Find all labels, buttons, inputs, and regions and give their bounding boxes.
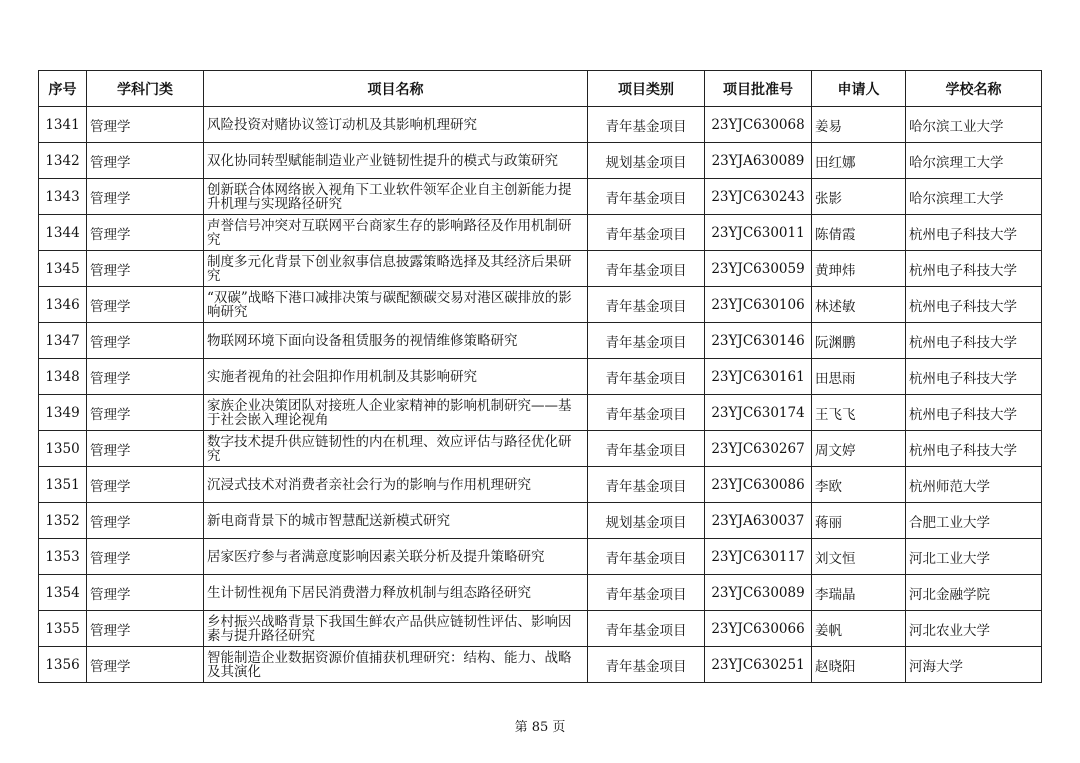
table-row [39, 179, 1042, 215]
serial-number-cell: 1348 [39, 359, 87, 395]
project-title-cell: 生计韧性视角下居民消费潜力释放机制与组态路径研究 [204, 575, 588, 611]
approval-number-cell: 23YJC630066 [705, 611, 812, 647]
school-cell: 合肥工业大学 [906, 503, 1042, 539]
applicant-cell: 王飞飞 [812, 395, 906, 431]
school-cell: 杭州电子科技大学 [906, 287, 1042, 323]
category-cell: 青年基金项目 [588, 611, 705, 647]
approval-number-cell: 23YJC630011 [705, 215, 812, 251]
project-title-cell: 家族企业决策团队对接班人企业家精神的影响机制研究——基于社会嵌入理论视角 [204, 395, 588, 431]
header-cell: 学科门类 [87, 71, 204, 107]
project-title-cell: 数字技术提升供应链韧性的内在机理、效应评估与路径优化研究 [204, 431, 588, 467]
header-cell: 申请人 [812, 71, 906, 107]
category-cell: 规划基金项目 [588, 503, 705, 539]
category-cell: 青年基金项目 [588, 395, 705, 431]
table-row [39, 323, 1042, 359]
discipline-cell: 管理学 [87, 647, 204, 683]
school-cell: 河海大学 [906, 647, 1042, 683]
serial-number-cell: 1351 [39, 467, 87, 503]
serial-number-cell: 1347 [39, 323, 87, 359]
table-row [39, 107, 1042, 143]
project-title-cell: “双碳”战略下港口减排决策与碳配额碳交易对港区碳排放的影响研究 [204, 287, 588, 323]
applicant-cell: 刘文恒 [812, 539, 906, 575]
table-row [39, 611, 1042, 647]
approval-number-cell: 23YJC630068 [705, 107, 812, 143]
applicant-cell: 黄珅炜 [812, 251, 906, 287]
discipline-cell: 管理学 [87, 575, 204, 611]
applicant-cell: 姜帆 [812, 611, 906, 647]
serial-number-cell: 1345 [39, 251, 87, 287]
category-cell: 青年基金项目 [588, 539, 705, 575]
approval-number-cell: 23YJC630251 [705, 647, 812, 683]
school-cell: 杭州电子科技大学 [906, 215, 1042, 251]
table-row [39, 287, 1042, 323]
serial-number-cell: 1342 [39, 143, 87, 179]
category-cell: 青年基金项目 [588, 575, 705, 611]
applicant-cell: 林述敏 [812, 287, 906, 323]
category-cell: 青年基金项目 [588, 431, 705, 467]
school-cell: 河北金融学院 [906, 575, 1042, 611]
table-row [39, 431, 1042, 467]
category-cell: 规划基金项目 [588, 143, 705, 179]
serial-number-cell: 1349 [39, 395, 87, 431]
project-title-cell: 物联网环境下面向设备租赁服务的视情维修策略研究 [204, 323, 588, 359]
approval-number-cell: 23YJC630161 [705, 359, 812, 395]
applicant-cell: 周文婷 [812, 431, 906, 467]
table-row [39, 359, 1042, 395]
category-cell: 青年基金项目 [588, 179, 705, 215]
serial-number-cell: 1350 [39, 431, 87, 467]
school-cell: 杭州电子科技大学 [906, 431, 1042, 467]
discipline-cell: 管理学 [87, 359, 204, 395]
applicant-cell: 张影 [812, 179, 906, 215]
project-title-cell: 创新联合体网络嵌入视角下工业软件领军企业自主创新能力提升机理与实现路径研究 [204, 179, 588, 215]
applicant-cell: 田思雨 [812, 359, 906, 395]
category-cell: 青年基金项目 [588, 215, 705, 251]
school-cell: 杭州电子科技大学 [906, 395, 1042, 431]
table-row [39, 251, 1042, 287]
category-cell: 青年基金项目 [588, 647, 705, 683]
table-row [39, 539, 1042, 575]
applicant-cell: 阮渊鹏 [812, 323, 906, 359]
approval-number-cell: 23YJC630106 [705, 287, 812, 323]
approval-number-cell: 23YJC630086 [705, 467, 812, 503]
table-row [39, 647, 1042, 683]
project-title-cell: 双化协同转型赋能制造业产业链韧性提升的模式与政策研究 [204, 143, 588, 179]
school-cell: 哈尔滨工业大学 [906, 107, 1042, 143]
table-row [39, 467, 1042, 503]
category-cell: 青年基金项目 [588, 467, 705, 503]
table-row [39, 143, 1042, 179]
applicant-cell: 李瑞晶 [812, 575, 906, 611]
category-cell: 青年基金项目 [588, 251, 705, 287]
serial-number-cell: 1341 [39, 107, 87, 143]
serial-number-cell: 1343 [39, 179, 87, 215]
discipline-cell: 管理学 [87, 503, 204, 539]
project-title-cell: 新电商背景下的城市智慧配送新模式研究 [204, 503, 588, 539]
project-title-cell: 实施者视角的社会阻抑作用机制及其影响研究 [204, 359, 588, 395]
approval-number-cell: 23YJA630089 [705, 143, 812, 179]
school-cell: 河北农业大学 [906, 611, 1042, 647]
approval-number-cell: 23YJC630117 [705, 539, 812, 575]
school-cell: 杭州电子科技大学 [906, 323, 1042, 359]
header-cell: 项目类别 [588, 71, 705, 107]
discipline-cell: 管理学 [87, 215, 204, 251]
project-title-cell: 居家医疗参与者满意度影响因素关联分析及提升策略研究 [204, 539, 588, 575]
approval-number-cell: 23YJC630146 [705, 323, 812, 359]
approval-number-cell: 23YJA630037 [705, 503, 812, 539]
approval-number-cell: 23YJC630089 [705, 575, 812, 611]
category-cell: 青年基金项目 [588, 107, 705, 143]
project-title-cell: 制度多元化背景下创业叙事信息披露策略选择及其经济后果研究 [204, 251, 588, 287]
school-cell: 哈尔滨理工大学 [906, 179, 1042, 215]
discipline-cell: 管理学 [87, 467, 204, 503]
applicant-cell: 田红娜 [812, 143, 906, 179]
approval-number-cell: 23YJC630243 [705, 179, 812, 215]
applicant-cell: 蒋丽 [812, 503, 906, 539]
project-title-cell: 声誉信号冲突对互联网平台商家生存的影响路径及作用机制研究 [204, 215, 588, 251]
approval-number-cell: 23YJC630267 [705, 431, 812, 467]
project-title-cell: 乡村振兴战略背景下我国生鲜农产品供应链韧性评估、影响因素与提升路径研究 [204, 611, 588, 647]
serial-number-cell: 1352 [39, 503, 87, 539]
school-cell: 杭州电子科技大学 [906, 251, 1042, 287]
applicant-cell: 李欧 [812, 467, 906, 503]
table-row [39, 575, 1042, 611]
discipline-cell: 管理学 [87, 287, 204, 323]
discipline-cell: 管理学 [87, 323, 204, 359]
table-row [39, 395, 1042, 431]
project-title-cell: 风险投资对赌协议签订动机及其影响机理研究 [204, 107, 588, 143]
project-title-cell: 沉浸式技术对消费者亲社会行为的影响与作用机理研究 [204, 467, 588, 503]
table-row [39, 503, 1042, 539]
discipline-cell: 管理学 [87, 539, 204, 575]
serial-number-cell: 1344 [39, 215, 87, 251]
discipline-cell: 管理学 [87, 395, 204, 431]
discipline-cell: 管理学 [87, 143, 204, 179]
serial-number-cell: 1346 [39, 287, 87, 323]
approval-number-cell: 23YJC630174 [705, 395, 812, 431]
project-title-cell: 智能制造企业数据资源价值捕获机理研究：结构、能力、战略及其演化 [204, 647, 588, 683]
page-number: 第 85 页 [514, 720, 566, 735]
school-cell: 杭州电子科技大学 [906, 359, 1042, 395]
header-cell: 序号 [39, 71, 87, 107]
header-cell: 学校名称 [906, 71, 1042, 107]
table-row [39, 215, 1042, 251]
serial-number-cell: 1353 [39, 539, 87, 575]
school-cell: 河北工业大学 [906, 539, 1042, 575]
applicant-cell: 陈倩霞 [812, 215, 906, 251]
discipline-cell: 管理学 [87, 431, 204, 467]
header-cell: 项目批准号 [705, 71, 812, 107]
category-cell: 青年基金项目 [588, 323, 705, 359]
project-table [38, 70, 1042, 683]
serial-number-cell: 1356 [39, 647, 87, 683]
applicant-cell: 赵晓阳 [812, 647, 906, 683]
applicant-cell: 姜易 [812, 107, 906, 143]
discipline-cell: 管理学 [87, 251, 204, 287]
discipline-cell: 管理学 [87, 107, 204, 143]
header-cell: 项目名称 [204, 71, 588, 107]
discipline-cell: 管理学 [87, 611, 204, 647]
school-cell: 杭州师范大学 [906, 467, 1042, 503]
approval-number-cell: 23YJC630059 [705, 251, 812, 287]
serial-number-cell: 1354 [39, 575, 87, 611]
category-cell: 青年基金项目 [588, 287, 705, 323]
category-cell: 青年基金项目 [588, 359, 705, 395]
school-cell: 哈尔滨理工大学 [906, 143, 1042, 179]
table-header-row [39, 71, 1042, 107]
discipline-cell: 管理学 [87, 179, 204, 215]
serial-number-cell: 1355 [39, 611, 87, 647]
